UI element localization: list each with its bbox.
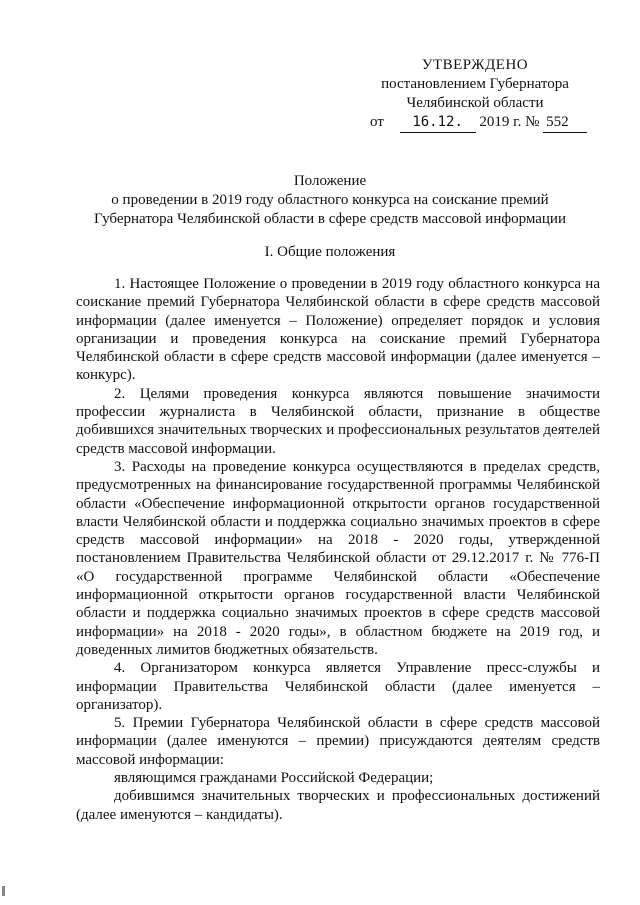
paragraph-4: 4. Организатором конкурса является Управление пресс-службы и информации Правительства Челябинской области (далее именуется – организатор). [76,660,600,713]
approval-date-row [370,113,590,133]
date-suffix: 2019 г. № [479,114,540,130]
title-line-3: Губернатора Челябинской области в сфере средств массовой информации [94,211,566,227]
paragraph-1: 1. Настоящее Положение о проведении в 2019 году областного конкурса на соискание премий Губернатора Челябинской области в сфере средств массовой информации (далее именуется – Положение) определяет порядок и условия организации и проведения конкурса на соискание премий Губернатора Челябинской области в сфере средств массовой информации (далее именуется – конкурс). [76,276,600,384]
approval-stamp [360,56,590,133]
section-heading: I. Общие положения [264,244,396,260]
date-prefix: от [370,114,384,130]
paragraph-5: 5. Премии Губернатора Челябинской области в сфере средств массовой информации (далее именуются – премии) присуждаются деятелям средств массовой информации: [76,715,600,768]
approval-line-2: Челябинской области [406,95,544,111]
paragraph-2: 2. Целями проведения конкурса являются повышение значимости профессии журналиста в Челябинской области, признание в обществе добившихся значительных творческих и профессиональных результатов деятелей средств массовой информации. [76,385,600,457]
approval-header: УТВЕРЖДЕНО [421,57,529,73]
date-value: 16.12. [400,113,476,133]
title-line-1: Положение [293,173,367,189]
paragraph-7: добившимся значительных творческих и профессиональных достижений (далее именуются – кандидаты). [76,788,600,823]
document-title [60,172,600,229]
document-body [76,275,600,824]
title-line-2: о проведении в 2019 году областного конкурса на соискание премий [111,192,549,208]
paragraph-3: 3. Расходы на проведение конкурса осуществляются в пределах средств, предусмотренных на финансирование государственной программы Челябинской области «Обеспечение информационной открытости органов государственной власти Челябинской области и поддержка социально значимых проектов в сфере средств массовой информации» на 2018 - 2020 годы, утвержденной постановлением Правительства Челябинской области от 29.12.2017 г. № 776-П «О государственной программе Челябинской области «Обеспечение информационной открытости органов государственной власти Челябинской области и поддержка социально значимых проектов в сфере средств массовой информации» на 2018 - 2020 годы», в областном бюджете на 2019 год, и доведенных лимитов бюджетных обязательств. [76,458,600,658]
approval-line-1: постановлением Губернатора [381,76,569,92]
scan-artifact [2,886,5,896]
number-value: 552 [543,113,587,133]
paragraph-6: являющимся гражданами Российской Федерации; [114,770,434,787]
